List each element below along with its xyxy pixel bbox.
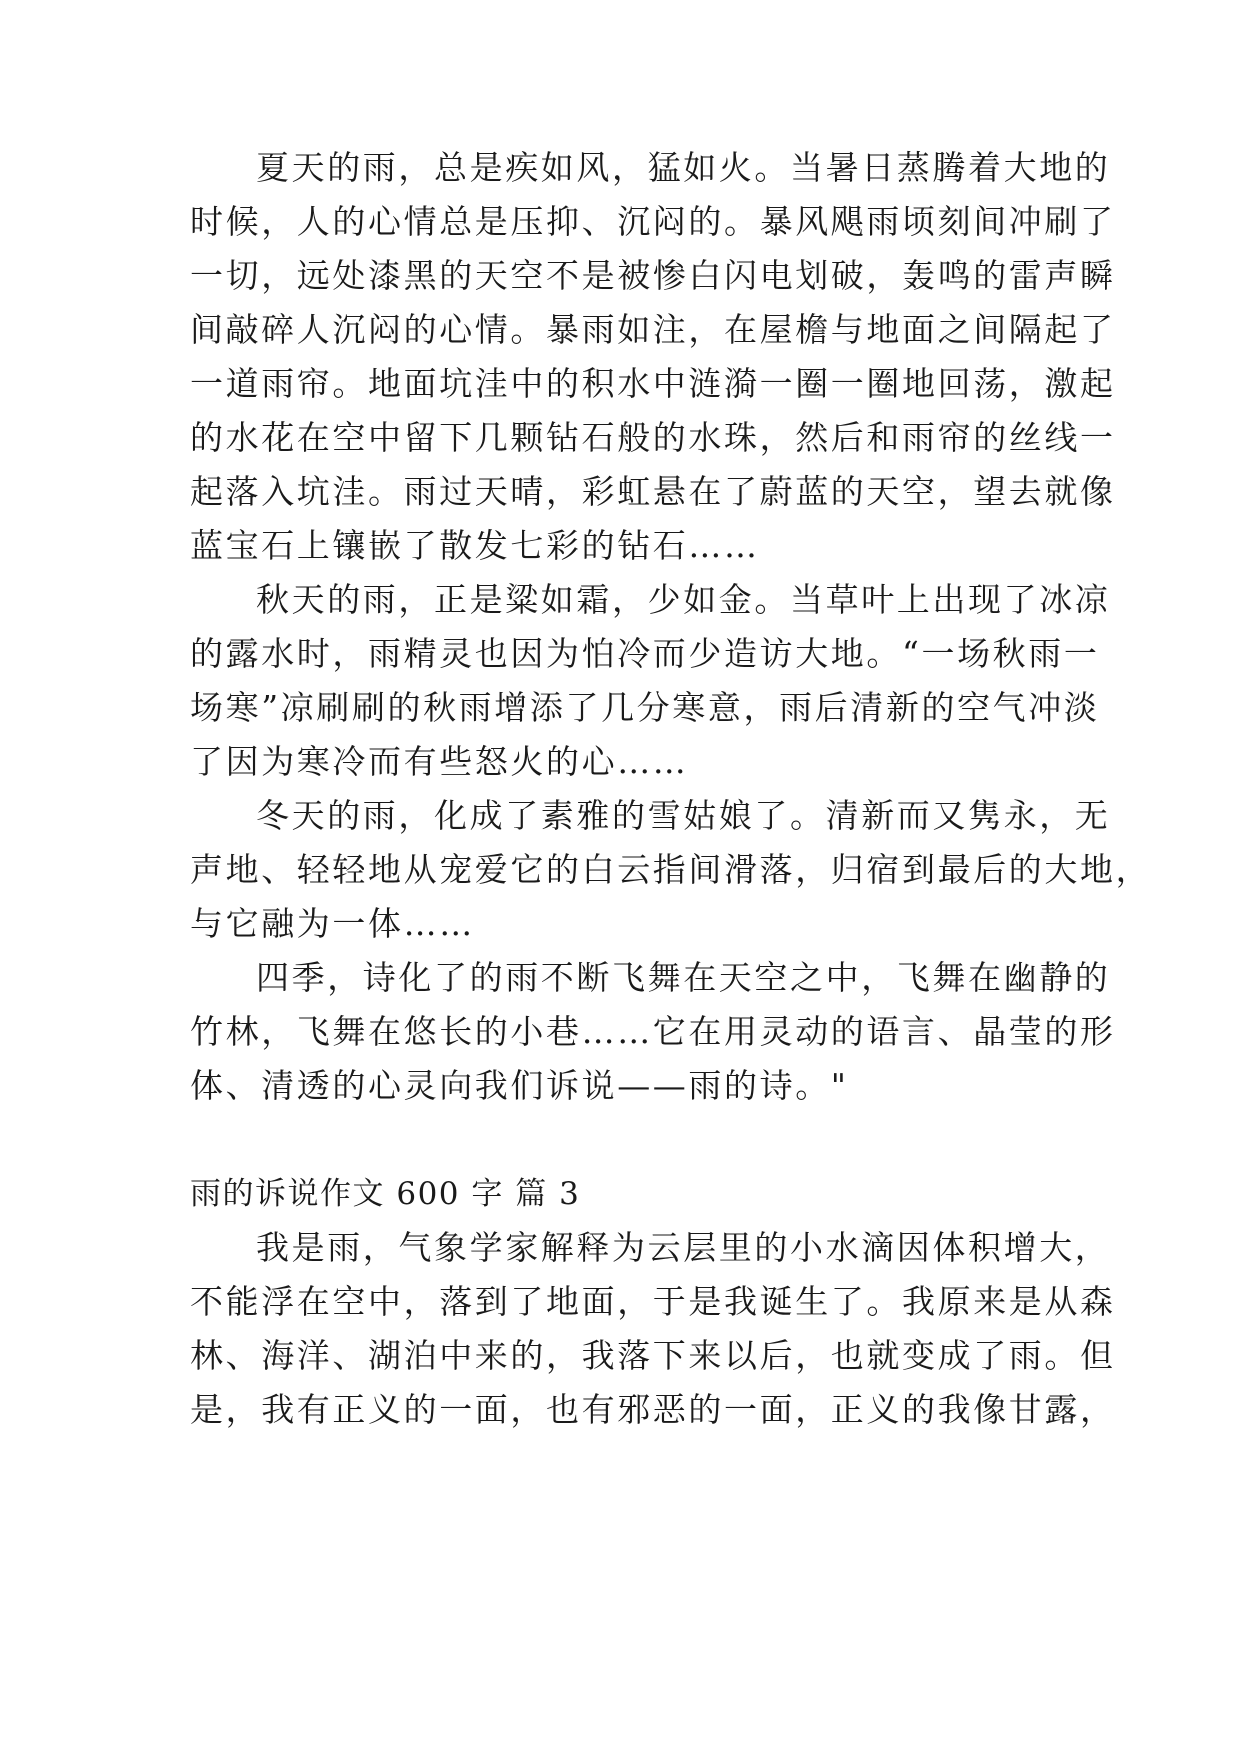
paragraph-line: 的露水时，雨精灵也因为怕冷而少造访大地。“一场秋雨一 bbox=[190, 634, 1100, 673]
paragraph-line: 夏天的雨，总是疾如风，猛如火。当暑日蒸腾着大地的 bbox=[256, 148, 1111, 187]
paragraph-line: 场寒”凉刷刷的秋雨增添了几分寒意，雨后清新的空气冲淡 bbox=[190, 688, 1100, 727]
paragraph-line: 间敲碎人沉闷的心情。暴雨如注，在屋檐与地面之间隔起了 bbox=[190, 310, 1116, 349]
paragraph-line: 与它融为一体…… bbox=[190, 904, 475, 943]
paragraph-line: 蓝宝石上镶嵌了散发七彩的钻石…… bbox=[190, 526, 760, 565]
paragraph-line: 不能浮在空中，落到了地面，于是我诞生了。我原来是从森 bbox=[190, 1282, 1116, 1321]
paragraph-line: 体、清透的心灵向我们诉说——雨的诗。" bbox=[190, 1066, 849, 1105]
paragraph-line: 冬天的雨，化成了素雅的雪姑娘了。清新而又隽永，无 bbox=[256, 796, 1111, 835]
paragraph-line: 四季，诗化了的雨不断飞舞在天空之中，飞舞在幽静的 bbox=[256, 958, 1111, 997]
paragraph-line: 林、海洋、湖泊中来的，我落下来以后，也就变成了雨。但 bbox=[190, 1336, 1116, 1375]
paragraph-line: 起落入坑洼。雨过天晴，彩虹悬在了蔚蓝的天空，望去就像 bbox=[190, 472, 1116, 511]
paragraph-line: 是，我有正义的一面，也有邪恶的一面，正义的我像甘露， bbox=[190, 1390, 1116, 1429]
paragraph-line: 一切，远处漆黑的天空不是被惨白闪电划破，轰鸣的雷声瞬 bbox=[190, 256, 1116, 295]
paragraph-line: 我是雨，气象学家解释为云层里的小水滴因体积增大， bbox=[256, 1228, 1111, 1267]
paragraph-line: 竹林，飞舞在悠长的小巷……它在用灵动的语言、晶莹的形 bbox=[190, 1012, 1116, 1051]
paragraph-line: 时候，人的心情总是压抑、沉闷的。暴风飓雨顷刻间冲刷了 bbox=[190, 202, 1116, 241]
paragraph-line: 了因为寒冷而有些怒火的心…… bbox=[190, 742, 689, 781]
paragraph-line: 的水花在空中留下几颗钻石般的水珠，然后和雨帘的丝线一 bbox=[190, 418, 1116, 457]
section-heading: 雨的诉说作文 600 字 篇 3 bbox=[190, 1176, 581, 1212]
paragraph-line: 一道雨帘。地面坑洼中的积水中涟漪一圈一圈地回荡，激起 bbox=[190, 364, 1116, 403]
paragraph-line: 秋天的雨，正是粱如霜，少如金。当草叶上出现了冰凉 bbox=[256, 580, 1111, 619]
paragraph-line: 声地、轻轻地从宠爱它的白云指间滑落，归宿到最后的大地， bbox=[190, 850, 1152, 889]
